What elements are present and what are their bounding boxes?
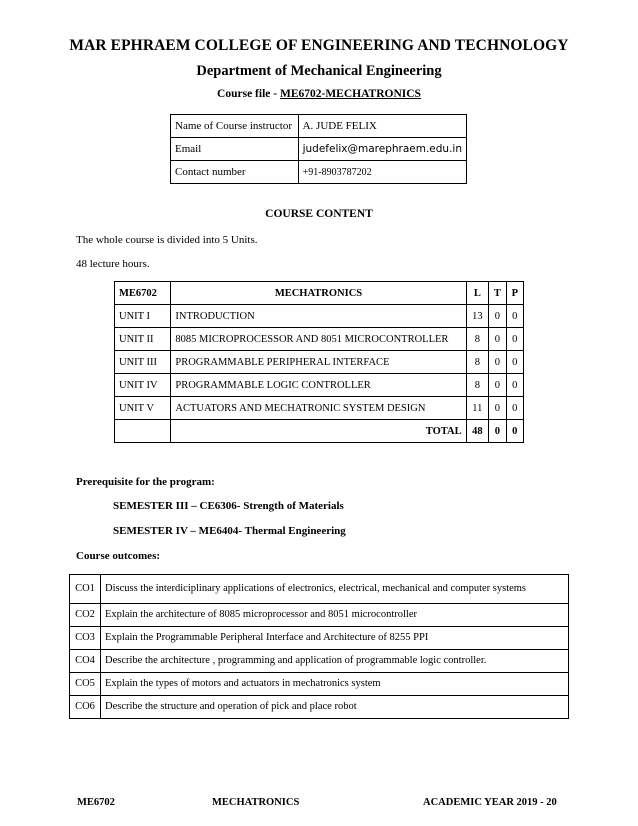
course-table-header xyxy=(115,282,524,305)
outcome-text: Discuss the interdiciplinary applications of electronics, electrical, mechanical and computer systems xyxy=(101,575,569,604)
prerequisite-heading: Prerequisite for the program: xyxy=(76,476,215,488)
course-file-prefix: Course file - xyxy=(217,88,280,100)
unit-p: 0 xyxy=(506,328,523,351)
unit-p: 0 xyxy=(506,374,523,397)
unit-t: 0 xyxy=(489,351,506,374)
unit-row xyxy=(115,328,524,351)
unit-p: 0 xyxy=(506,397,523,420)
unit-l: 8 xyxy=(466,374,489,397)
course-code-header: ME6702 xyxy=(115,282,171,305)
unit-l: 8 xyxy=(466,328,489,351)
outcome-code: CO5 xyxy=(70,673,101,696)
l-header: L xyxy=(466,282,489,305)
unit-t: 0 xyxy=(489,397,506,420)
unit-label: UNIT II xyxy=(115,328,171,351)
unit-label: UNIT III xyxy=(115,351,171,374)
outcome-code: CO1 xyxy=(70,575,101,604)
outcome-text: Explain the Programmable Peripheral Interface and Architecture of 8255 PPI xyxy=(101,627,569,650)
total-label: TOTAL xyxy=(171,420,466,443)
outcome-row xyxy=(70,650,569,673)
total-p: 0 xyxy=(506,420,523,443)
unit-topic: PROGRAMMABLE LOGIC CONTROLLER xyxy=(171,374,466,397)
outcome-text: Describe the structure and operation of pick and place robot xyxy=(101,696,569,719)
unit-row xyxy=(115,305,524,328)
outcome-text: Explain the architecture of 8085 microprocessor and 8051 microcontroller xyxy=(101,604,569,627)
hours-text: 48 lecture hours. xyxy=(76,258,150,270)
unit-l: 11 xyxy=(466,397,489,420)
course-file-title xyxy=(0,88,638,100)
unit-t: 0 xyxy=(489,305,506,328)
unit-topic: PROGRAMMABLE PERIPHERAL INTERFACE xyxy=(171,351,466,374)
total-empty-cell xyxy=(115,420,171,443)
unit-t: 0 xyxy=(489,374,506,397)
prerequisite-item: SEMESTER III – CE6306- Strength of Materials xyxy=(113,500,344,512)
outcome-row xyxy=(70,575,569,604)
unit-row xyxy=(115,397,524,420)
outcome-row xyxy=(70,627,569,650)
unit-label: UNIT V xyxy=(115,397,171,420)
total-row xyxy=(115,420,524,443)
instructor-contact-label: Contact number xyxy=(171,161,299,184)
instructor-table xyxy=(170,114,467,184)
unit-topic: 8085 MICROPROCESSOR AND 8051 MICROCONTROLLER xyxy=(171,328,466,351)
instructor-name-value: A. JUDE FELIX xyxy=(298,115,466,138)
outcome-row xyxy=(70,673,569,696)
instructor-contact-value: +91-8903787202 xyxy=(298,161,466,184)
total-t: 0 xyxy=(489,420,506,443)
instructor-row-name xyxy=(171,115,467,138)
total-l: 48 xyxy=(466,420,489,443)
college-name: MAR EPHRAEM COLLEGE OF ENGINEERING AND TECHNOLOGY xyxy=(69,37,569,54)
units-text: The whole course is divided into 5 Units. xyxy=(76,234,258,246)
instructor-name-label: Name of Course instructor xyxy=(171,115,299,138)
unit-p: 0 xyxy=(506,305,523,328)
unit-row xyxy=(115,374,524,397)
unit-t: 0 xyxy=(489,328,506,351)
instructor-email-value: judefelix@marephraem.edu.in xyxy=(298,138,466,161)
course-name-header: MECHATRONICS xyxy=(171,282,466,305)
unit-l: 13 xyxy=(466,305,489,328)
course-content-title: COURSE CONTENT xyxy=(265,208,373,220)
unit-topic: INTRODUCTION xyxy=(171,305,466,328)
unit-label: UNIT I xyxy=(115,305,171,328)
outcomes-table xyxy=(69,574,569,719)
instructor-row-contact xyxy=(171,161,467,184)
unit-p: 0 xyxy=(506,351,523,374)
footer-course-code: ME6702 xyxy=(77,797,115,808)
footer-course-name: MECHATRONICS xyxy=(212,797,300,808)
unit-l: 8 xyxy=(466,351,489,374)
outcome-row xyxy=(70,604,569,627)
unit-row xyxy=(115,351,524,374)
t-header: T xyxy=(489,282,506,305)
outcome-code: CO2 xyxy=(70,604,101,627)
outcome-text: Describe the architecture , programming and application of programmable logic controller. xyxy=(101,650,569,673)
outcome-text: Explain the types of motors and actuators in mechatronics system xyxy=(101,673,569,696)
department-name: Department of Mechanical Engineering xyxy=(196,63,442,79)
footer-academic-year: ACADEMIC YEAR 2019 - 20 xyxy=(423,797,557,808)
course-file-code: ME6702-MECHATRONICS xyxy=(279,88,421,100)
outcome-code: CO4 xyxy=(70,650,101,673)
unit-topic: ACTUATORS AND MECHATRONIC SYSTEM DESIGN xyxy=(171,397,466,420)
unit-label: UNIT IV xyxy=(115,374,171,397)
outcome-row xyxy=(70,696,569,719)
outcome-code: CO6 xyxy=(70,696,101,719)
prerequisite-item: SEMESTER IV – ME6404- Thermal Engineering xyxy=(113,525,346,537)
p-header: P xyxy=(506,282,523,305)
instructor-email-label: Email xyxy=(171,138,299,161)
course-table xyxy=(114,281,524,443)
instructor-row-email xyxy=(171,138,467,161)
outcome-code: CO3 xyxy=(70,627,101,650)
outcomes-heading: Course outcomes: xyxy=(76,550,161,562)
